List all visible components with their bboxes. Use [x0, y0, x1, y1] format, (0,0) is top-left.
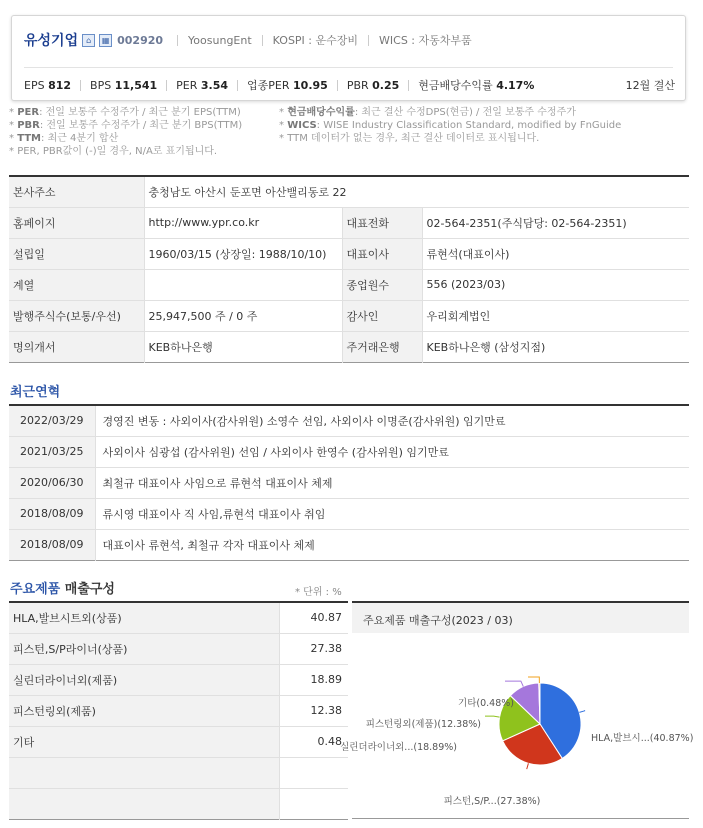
founded-value: 1960/03/15 (상장일: 1988/10/10): [144, 238, 342, 269]
products-table: [9, 601, 348, 820]
table-row: [9, 436, 689, 467]
note-ttm-missing: * TTM 데이터가 없는 경우, 최근 결산 데이터로 표시됩니다.: [279, 133, 540, 144]
metric-per: PER 3.54: [176, 78, 229, 92]
product-pct: [279, 788, 348, 819]
company-header: [24, 30, 472, 50]
product-name: [9, 788, 279, 819]
table-row: [9, 602, 348, 633]
table-row: [9, 726, 348, 757]
shares-value: 25,947,500 주 / 0 주: [144, 300, 342, 331]
pie-leader-line: [505, 681, 523, 686]
divider: [80, 80, 81, 91]
divider: [368, 35, 369, 46]
ceo-label: 대표이사: [342, 238, 422, 269]
phone-value: 02-564-2351(주식담당: 02-564-2351): [422, 207, 689, 238]
chart-title: 주요제품 매출구성(2023 / 03): [363, 614, 513, 627]
history-text: 경영진 변동 : 사외이사(감사위원) 소영수 선임, 사외이사 이명준(감사위원) 임기만료: [95, 405, 689, 436]
fiscal-year-end: 12월 결산: [625, 79, 675, 92]
table-row: [9, 633, 348, 664]
divider: [177, 35, 178, 46]
table-row: [9, 405, 689, 436]
wics-sector: WICS : 자동차부품: [379, 34, 472, 47]
transfer-agent-label: 명의개서: [9, 331, 144, 362]
employees-label: 종업원수: [342, 269, 422, 300]
company-summary-card: [11, 15, 686, 101]
card-divider: [24, 67, 673, 68]
table-row: [9, 176, 689, 207]
divider: [337, 80, 338, 91]
history-text: 최철규 대표이사 사임으로 류현석 대표이사 체제: [95, 467, 689, 498]
history-text: 사외이사 심광섭 (감사위원) 선임 / 사외이사 한영수 (감사위원) 임기만료: [95, 436, 689, 467]
product-name: HLA,발브시트외(상품): [9, 602, 279, 633]
history-table: [9, 404, 689, 561]
main-bank-label: 주거래은행: [342, 331, 422, 362]
pie-leader-line: [527, 763, 529, 769]
product-name: 피스턴,S/P라이너(상품): [9, 633, 279, 664]
metric-dividend-yield: 현금배당수익률 4.17%: [418, 79, 535, 92]
table-row: [9, 664, 348, 695]
divider: [237, 80, 238, 91]
product-name: [9, 757, 279, 788]
metrics-row: [24, 77, 675, 93]
pie-label: HLA,발브시...(40.87%): [591, 733, 694, 744]
product-name: 피스턴링외(제품): [9, 695, 279, 726]
product-name: 실린더라이너외(제품): [9, 664, 279, 695]
metric-eps: EPS 812: [24, 78, 72, 92]
employees-value: 556 (2023/03): [422, 269, 689, 300]
table-row: [9, 331, 689, 362]
product-pct: 18.89: [279, 664, 348, 695]
products-title: 주요제품 매출구성: [10, 582, 115, 597]
pie-leader-line: [485, 716, 500, 717]
transfer-agent-value: KEB하나은행: [144, 331, 342, 362]
product-name: 기타: [9, 726, 279, 757]
metric-pbr: PBR 0.25: [346, 78, 400, 92]
pie-label: 기타(0.48%): [458, 698, 514, 709]
history-text: 대표이사 류현석, 최철규 각자 대표이사 체제: [95, 529, 689, 560]
homepage-label: 홈페이지: [9, 207, 144, 238]
auditor-label: 감사인: [342, 300, 422, 331]
note-negative: * PER, PBR값이 (-)일 경우, N/A로 표기됩니다.: [9, 146, 218, 157]
company-name: 유성기업: [24, 33, 79, 49]
history-date: 2021/03/25: [9, 436, 95, 467]
market-sector: KOSPI : 운수장비: [272, 34, 359, 47]
product-pct: 12.38: [279, 695, 348, 726]
table-row: [9, 498, 689, 529]
note-wics: * WICS: WISE Industry Classification Standard, modified by FnGuide: [279, 120, 622, 131]
address-label: 본사주소: [9, 176, 144, 207]
history-text: 류시영 대표이사 직 사임,류현석 대표이사 취임: [95, 498, 689, 529]
auditor-value: 우리회계법인: [422, 300, 689, 331]
pie-label: 피스턴링외(제품)(12.38%): [365, 719, 481, 730]
table-row: [9, 467, 689, 498]
metric-bps: BPS 11,541: [90, 78, 158, 92]
product-pct: [279, 757, 348, 788]
table-row: [9, 207, 689, 238]
ceo-value: 류현석(대표이사): [422, 238, 689, 269]
pie-leader-line: [579, 711, 585, 713]
table-row: [9, 788, 348, 819]
unit-note: * 단위 : %: [295, 587, 342, 598]
history-date: 2022/03/29: [9, 405, 95, 436]
product-pct: 40.87: [279, 602, 348, 633]
metric-industry-per: 업종PER 10.95: [247, 79, 328, 92]
notes-right: [279, 106, 621, 145]
note-dividend: * 현금배당수익률: 최근 결산 수정DPS(현금) / 전일 보통주 수정주가: [279, 107, 576, 118]
note-ttm: * TTM: 최근 4분기 합산: [9, 133, 119, 144]
company-code: 002920: [117, 33, 164, 47]
founded-label: 설립일: [9, 238, 144, 269]
table-row: [9, 269, 689, 300]
shares-label: 발행주식수(보통/우선): [9, 300, 144, 331]
home-icon[interactable]: ⌂: [82, 34, 95, 47]
divider: [262, 35, 263, 46]
table-row: [9, 695, 348, 726]
pie-label: 피스턴,S/P...(27.38%): [443, 796, 541, 807]
table-row: [9, 757, 348, 788]
company-info-table: [9, 175, 689, 363]
note-per: * PER: 전일 보통주 수정주가 / 최근 분기 EPS(TTM): [9, 107, 241, 118]
product-pct: 0.48: [279, 726, 348, 757]
table-row: [9, 529, 689, 560]
history-date: 2018/08/09: [9, 529, 95, 560]
divider: [166, 80, 167, 91]
sales-pie-chart-panel: [340, 601, 694, 819]
phone-label: 대표전화: [342, 207, 422, 238]
table-row: [9, 300, 689, 331]
pie-label: 실린더라이너외...(18.89%): [340, 742, 457, 753]
building-icon[interactable]: ▦: [99, 34, 112, 47]
history-date: 2018/08/09: [9, 498, 95, 529]
history-date: 2020/06/30: [9, 467, 95, 498]
main-bank-value: KEB하나은행 (삼성지점): [422, 331, 689, 362]
homepage-link[interactable]: http://www.ypr.co.kr: [144, 207, 342, 238]
pie-leader-line: [528, 677, 539, 683]
divider: [408, 80, 409, 91]
table-row: [9, 238, 689, 269]
product-pct: 27.38: [279, 633, 348, 664]
note-pbr: * PBR: 전일 보통주 수정주가 / 최근 분기 BPS(TTM): [9, 120, 243, 131]
pie-chart: [340, 633, 694, 819]
history-title: 최근연혁: [10, 385, 61, 400]
company-english-name: YoosungEnt: [188, 33, 252, 47]
affiliate-value: [144, 269, 342, 300]
affiliate-label: 계열: [9, 269, 144, 300]
notes-left: [9, 106, 242, 158]
address-value: 충청남도 아산시 둔포면 아산밸리동로 22: [144, 176, 689, 207]
chart-header: [352, 603, 689, 633]
